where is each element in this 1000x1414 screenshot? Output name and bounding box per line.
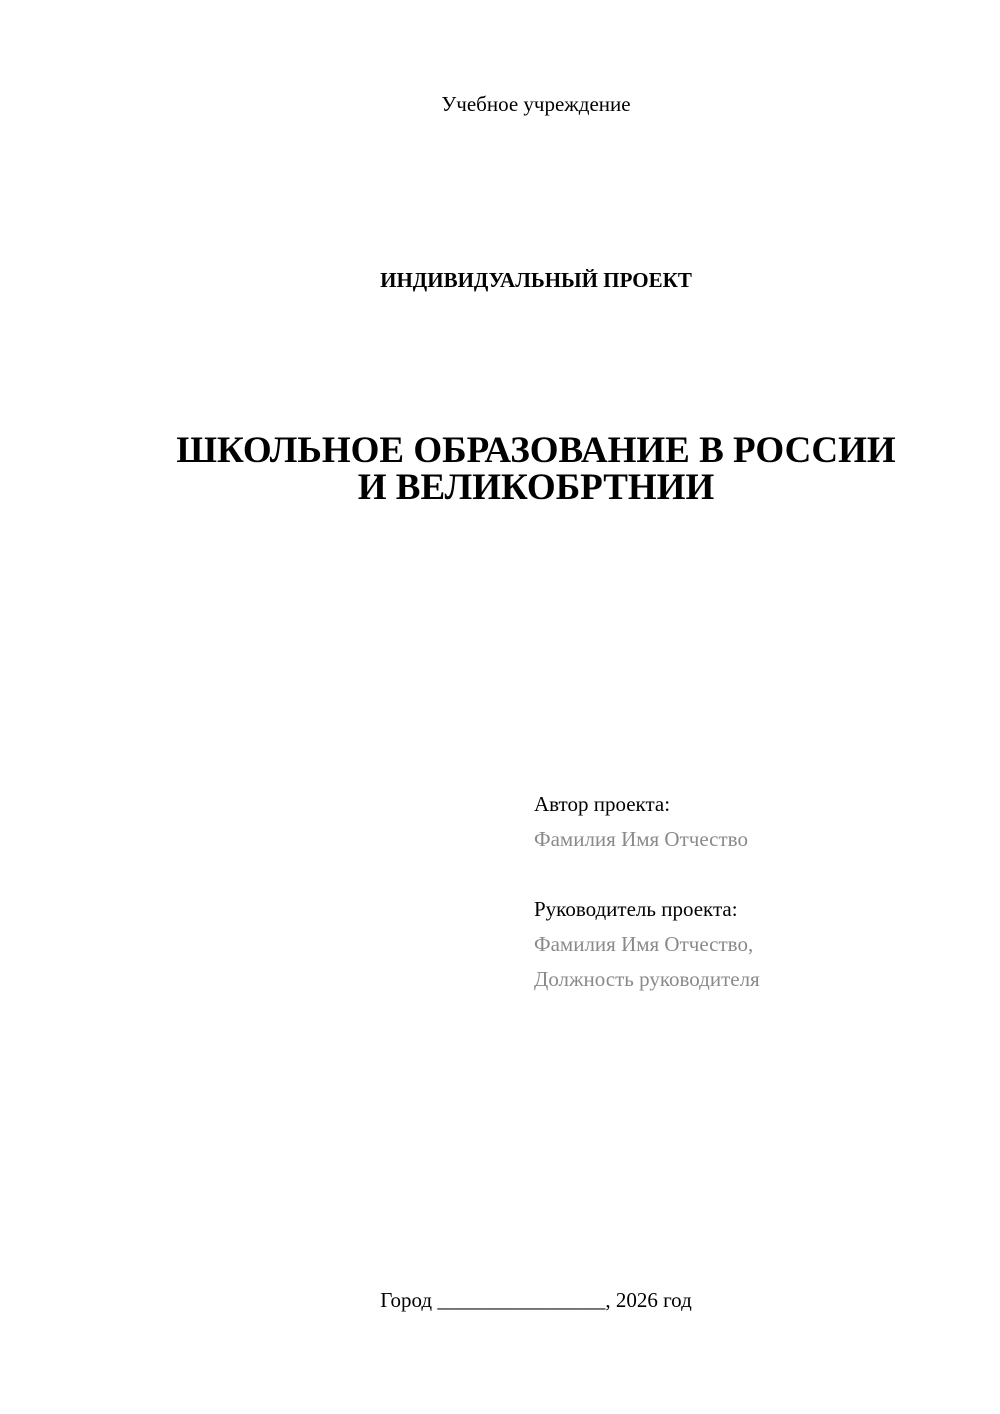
supervisor-label: Руководитель проекта: (534, 897, 738, 921)
project-title (0, 432, 1000, 506)
project-type-heading: ИНДИВИДУАЛЬНЫЙ ПРОЕКТ (380, 268, 692, 292)
info-spacer (534, 857, 760, 892)
supervisor-name-placeholder: Фамилия Имя Отчество, (534, 932, 754, 956)
institution-name: Учебное учреждение (441, 92, 631, 116)
project-title-line-1: ШКОЛЬНОЕ ОБРАЗОВАНИЕ В РОССИИ (176, 430, 896, 471)
city-year-footer: Город ________________, 2026 год (380, 1288, 692, 1312)
author-name-placeholder: Фамилия Имя Отчество (534, 827, 748, 851)
project-info-block (534, 787, 760, 997)
supervisor-position-placeholder: Должность руководителя (534, 967, 760, 991)
author-label: Автор проекта: (534, 792, 671, 816)
project-title-line-2: И ВЕЛИКОБРТНИИ (357, 467, 715, 508)
